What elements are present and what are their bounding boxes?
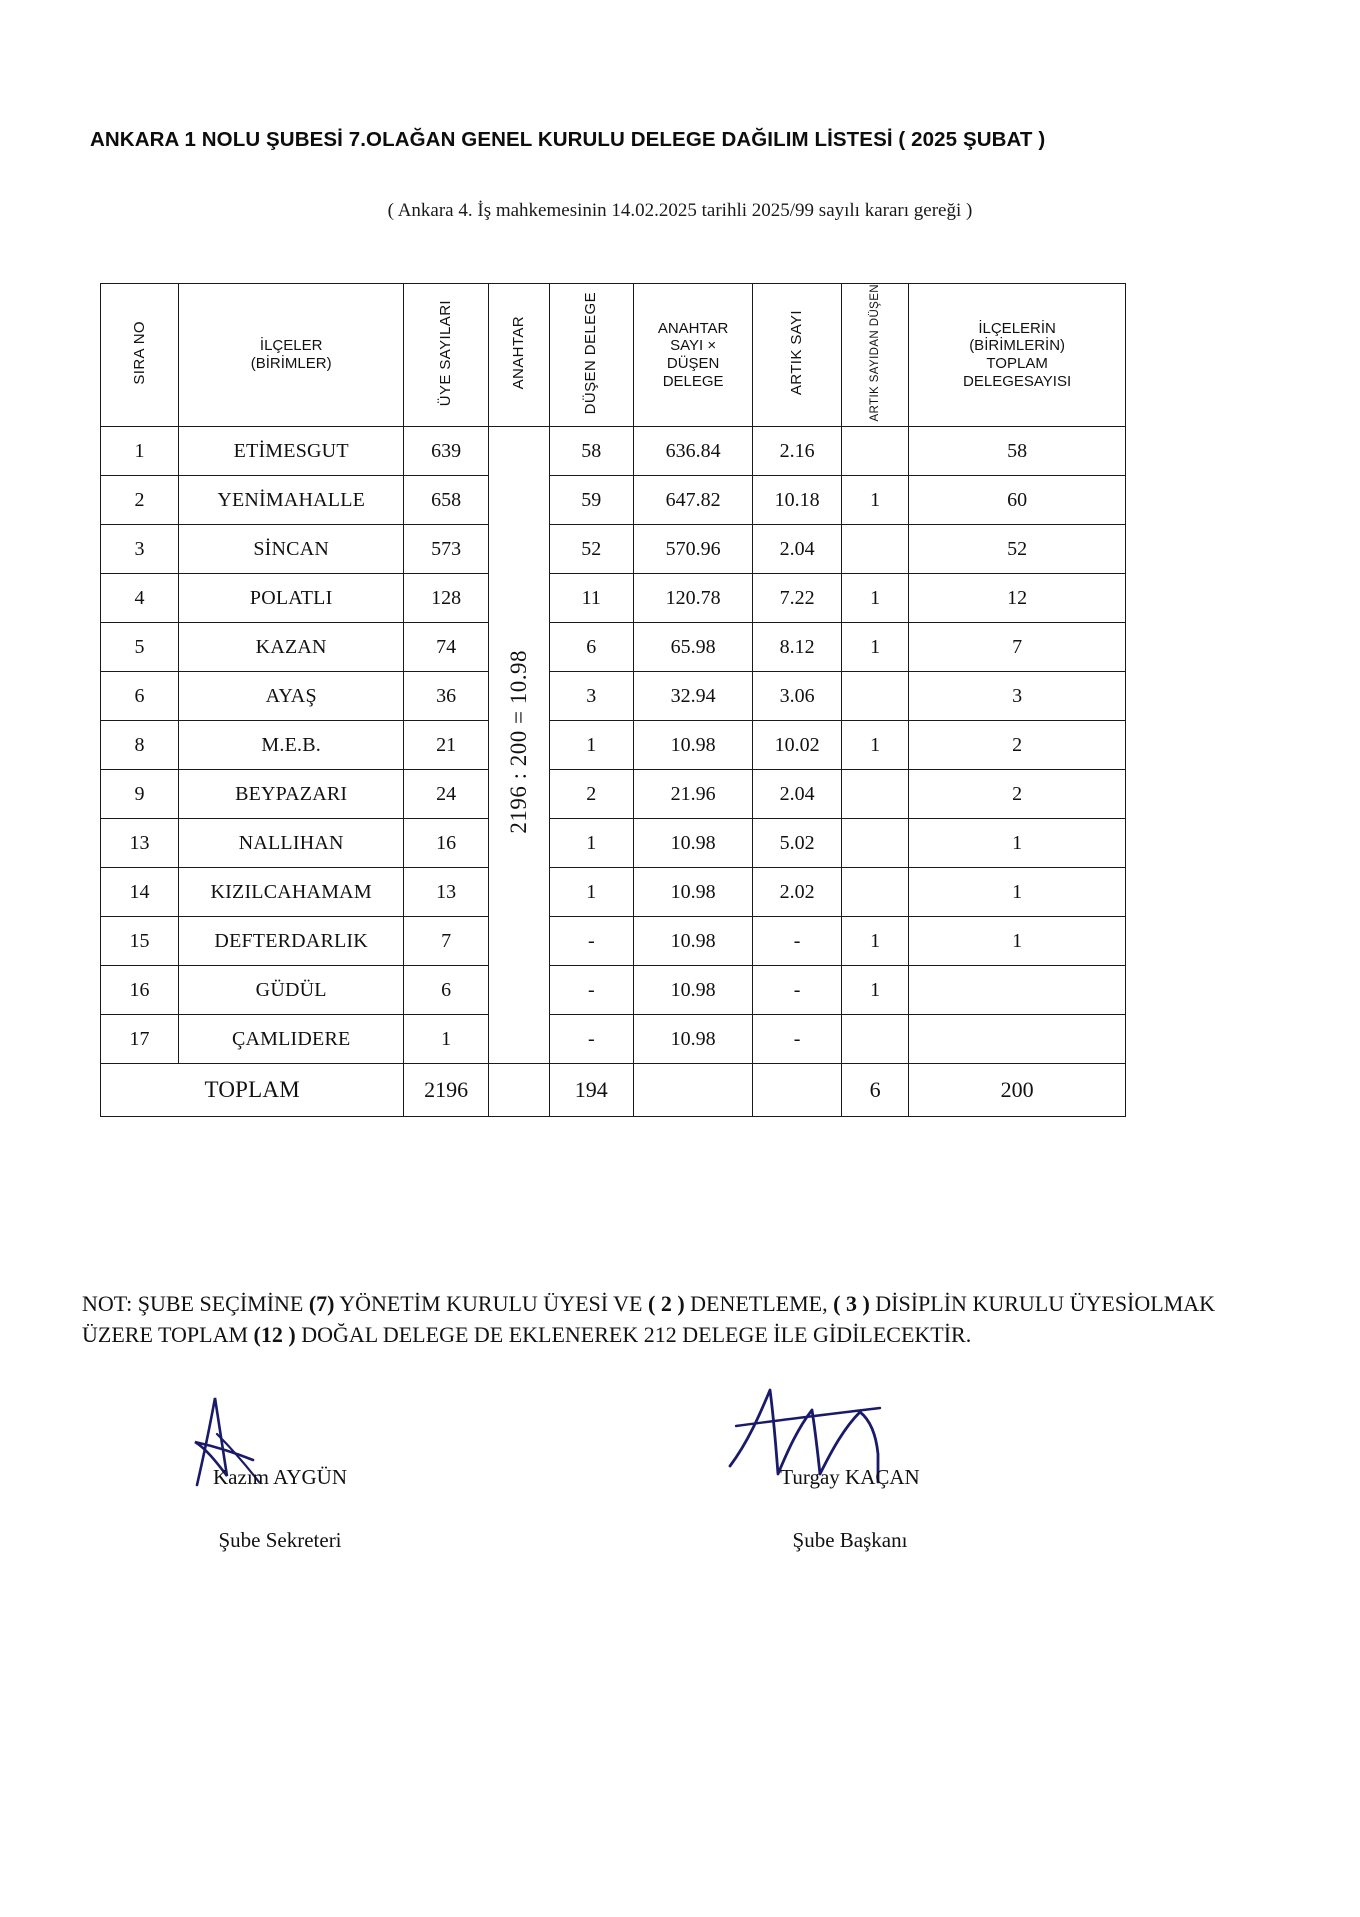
cell-uye-sayisi: 36 — [404, 672, 489, 721]
header-ilceler — [179, 284, 404, 427]
cell-dusen-delege: - — [549, 966, 634, 1015]
cell-artik-sayidan-dusen — [842, 525, 909, 574]
cell-toplam-delege: 1 — [909, 868, 1126, 917]
cell-artik-sayi: 2.02 — [753, 868, 842, 917]
note-mid3: DİSİPLİN KURULU ÜYESİOLMAK ÜZERE TOPLAM — [82, 1291, 1216, 1348]
header-toplam-line2: (BİRİMLERİN) — [969, 337, 1066, 355]
cell-toplam-delege: 7 — [909, 623, 1126, 672]
cell-artik-sayidan-dusen — [842, 819, 909, 868]
header-anahtar-label: ANAHTAR — [509, 316, 527, 390]
cell-artik-sayi: 8.12 — [753, 623, 842, 672]
cell-toplam-delege: 12 — [909, 574, 1126, 623]
cell-artik-sayidan-dusen — [842, 868, 909, 917]
cell-toplam-delege: 1 — [909, 819, 1126, 868]
table-row — [101, 917, 1126, 966]
signature-block-secretary — [150, 1465, 410, 1553]
header-anahtar — [488, 284, 549, 427]
cell-toplam-delege — [909, 966, 1126, 1015]
cell-ilce-adi: ÇAMLIDERE — [179, 1015, 404, 1064]
cell-dusen-delege: - — [549, 1015, 634, 1064]
cell-sira-no: 13 — [101, 819, 179, 868]
table-row — [101, 525, 1126, 574]
table-row — [101, 574, 1126, 623]
cell-toplam-delege: 60 — [909, 476, 1126, 525]
cell-dusen-delege: 59 — [549, 476, 634, 525]
cell-anahtar-x-dusen: 10.98 — [634, 917, 753, 966]
cell-artik-sayidan-dusen: 1 — [842, 623, 909, 672]
page-title: ANKARA 1 NOLU ŞUBESİ 7.OLAĞAN GENEL KURULU DELEGE DAĞILIM LİSTESİ ( 2025 ŞUBAT ) — [90, 128, 1046, 151]
cell-ilce-adi: KIZILCAHAMAM — [179, 868, 404, 917]
cell-uye-sayisi: 13 — [404, 868, 489, 917]
president-role: Şube Başkanı — [792, 1528, 908, 1552]
cell-anahtar-x-dusen: 570.96 — [634, 525, 753, 574]
cell-ilce-adi: AYAŞ — [179, 672, 404, 721]
table-row — [101, 819, 1126, 868]
note-dogal-count: (12 ) — [253, 1322, 296, 1348]
cell-uye-sayisi: 658 — [404, 476, 489, 525]
header-uye-sayilari — [404, 284, 489, 427]
cell-dusen-delege: 11 — [549, 574, 634, 623]
note-yk-count: (7) — [308, 1291, 335, 1316]
cell-anahtar-x-dusen: 65.98 — [634, 623, 753, 672]
table-row — [101, 1015, 1126, 1064]
secretary-name: Kazım AYGÜN — [213, 1465, 347, 1489]
president-name: Turgay KAÇAN — [780, 1465, 920, 1489]
cell-anahtar-x-dusen: 21.96 — [634, 770, 753, 819]
cell-sira-no: 1 — [101, 427, 179, 476]
cell-ilce-adi: YENİMAHALLE — [179, 476, 404, 525]
cell-sira-no: 3 — [101, 525, 179, 574]
cell-sira-no: 2 — [101, 476, 179, 525]
cell-sira-no: 5 — [101, 623, 179, 672]
header-anahtar-x-dusen — [634, 284, 753, 427]
cell-anahtar-x-dusen: 10.98 — [634, 1015, 753, 1064]
cell-ilce-adi: POLATLI — [179, 574, 404, 623]
table-row — [101, 770, 1126, 819]
cell-artik-sayi: 2.16 — [753, 427, 842, 476]
header-sira-no — [101, 284, 179, 427]
secretary-role: Şube Sekreteri — [218, 1528, 342, 1552]
cell-toplam-delege: 52 — [909, 525, 1126, 574]
header-sira-no-label: SIRA NO — [130, 320, 148, 385]
cell-sira-no: 9 — [101, 770, 179, 819]
header-artik-sayidan-dusen-label: ARTIK SAYIDAN DÜŞEN — [868, 284, 881, 422]
table-row — [101, 623, 1126, 672]
cell-sira-no: 15 — [101, 917, 179, 966]
cell-dusen-delege: 3 — [549, 672, 634, 721]
total-anahtar-blank — [488, 1064, 549, 1117]
delegate-distribution-table — [100, 283, 1126, 1117]
cell-toplam-delege: 58 — [909, 427, 1126, 476]
cell-ilce-adi: M.E.B. — [179, 721, 404, 770]
cell-uye-sayisi: 128 — [404, 574, 489, 623]
total-artik-sayidan-dusen: 6 — [842, 1064, 909, 1117]
header-toplam-line1: İLÇELERİN — [978, 319, 1056, 337]
cell-artik-sayidan-dusen: 1 — [842, 966, 909, 1015]
cell-artik-sayi: - — [753, 966, 842, 1015]
total-toplam-delege: 200 — [909, 1064, 1126, 1117]
cell-artik-sayi: 5.02 — [753, 819, 842, 868]
cell-ilce-adi: KAZAN — [179, 623, 404, 672]
header-axd-line2: SAYI × — [670, 337, 717, 355]
header-uye-sayilari-label: ÜYE SAYILARI — [437, 299, 455, 406]
total-dusen-delege: 194 — [549, 1064, 634, 1117]
cell-dusen-delege: 52 — [549, 525, 634, 574]
table-total-row — [101, 1064, 1126, 1117]
page-subtitle: ( Ankara 4. İş mahkemesinin 14.02.2025 tarihli 2025/99 sayılı kararı gereği ) — [387, 200, 973, 221]
cell-anahtar-x-dusen: 10.98 — [634, 966, 753, 1015]
cell-uye-sayisi: 24 — [404, 770, 489, 819]
header-ilceler-line2: (BİRİMLER) — [250, 355, 332, 373]
cell-uye-sayisi: 74 — [404, 623, 489, 672]
cell-artik-sayi: 10.18 — [753, 476, 842, 525]
note-suffix: DOĞAL DELEGE DE EKLENEREK 212 DELEGE İLE GİDİLECEKTİR. — [301, 1322, 972, 1348]
cell-artik-sayi: 3.06 — [753, 672, 842, 721]
header-dusen-delege-label: DÜŞEN DELEGE — [582, 291, 600, 414]
note-disiplin-count: ( 3 ) — [833, 1291, 870, 1316]
header-toplam-line4: DELEGESAYISI — [963, 372, 1072, 390]
table-header-row — [101, 284, 1126, 427]
header-artik-sayidan-dusen — [842, 284, 909, 427]
header-toplam-delege — [909, 284, 1126, 427]
total-label: TOPLAM — [101, 1064, 404, 1117]
cell-dusen-delege: - — [549, 917, 634, 966]
header-toplam-line3: TOPLAM — [986, 355, 1048, 373]
header-axd-line4: DELEGE — [662, 372, 724, 390]
cell-uye-sayisi: 6 — [404, 966, 489, 1015]
cell-artik-sayidan-dusen — [842, 427, 909, 476]
total-anahtar-x-dusen — [634, 1064, 753, 1117]
cell-sira-no: 14 — [101, 868, 179, 917]
cell-dusen-delege: 1 — [549, 819, 634, 868]
header-ilceler-line1: İLÇELER — [259, 337, 323, 355]
cell-artik-sayidan-dusen: 1 — [842, 574, 909, 623]
table-row — [101, 966, 1126, 1015]
header-dusen-delege — [549, 284, 634, 427]
cell-sira-no: 6 — [101, 672, 179, 721]
header-artik-sayi-label: ARTIK SAYI — [788, 310, 806, 396]
cell-anahtar-x-dusen: 647.82 — [634, 476, 753, 525]
cell-uye-sayisi: 1 — [404, 1015, 489, 1064]
cell-artik-sayi: 10.02 — [753, 721, 842, 770]
cell-sira-no: 17 — [101, 1015, 179, 1064]
cell-dusen-delege: 1 — [549, 721, 634, 770]
cell-toplam-delege — [909, 1015, 1126, 1064]
header-artik-sayi — [753, 284, 842, 427]
cell-artik-sayi: - — [753, 917, 842, 966]
cell-artik-sayi: - — [753, 1015, 842, 1064]
total-artik-sayi — [753, 1064, 842, 1117]
cell-ilce-adi: NALLIHAN — [179, 819, 404, 868]
cell-anahtar-x-dusen: 32.94 — [634, 672, 753, 721]
cell-anahtar-x-dusen: 10.98 — [634, 721, 753, 770]
header-axd-line3: DÜŞEN — [666, 355, 720, 373]
note-prefix: NOT: ŞUBE SEÇİMİNE — [82, 1291, 304, 1316]
cell-artik-sayi: 2.04 — [753, 525, 842, 574]
cell-anahtar-x-dusen: 10.98 — [634, 868, 753, 917]
cell-dusen-delege: 1 — [549, 868, 634, 917]
cell-sira-no: 16 — [101, 966, 179, 1015]
cell-artik-sayidan-dusen: 1 — [842, 721, 909, 770]
cell-artik-sayi: 7.22 — [753, 574, 842, 623]
cell-toplam-delege: 2 — [909, 770, 1126, 819]
cell-anahtar-x-dusen: 120.78 — [634, 574, 753, 623]
cell-dusen-delege: 58 — [549, 427, 634, 476]
cell-ilce-adi: BEYPAZARI — [179, 770, 404, 819]
cell-toplam-delege: 1 — [909, 917, 1126, 966]
cell-dusen-delege: 6 — [549, 623, 634, 672]
note-mid1: YÖNETİM KURULU ÜYESİ VE — [339, 1291, 643, 1316]
cell-artik-sayidan-dusen — [842, 770, 909, 819]
cell-anahtar-x-dusen: 636.84 — [634, 427, 753, 476]
cell-toplam-delege: 3 — [909, 672, 1126, 721]
table-row — [101, 672, 1126, 721]
cell-uye-sayisi: 639 — [404, 427, 489, 476]
cell-anahtar-x-dusen: 10.98 — [634, 819, 753, 868]
cell-uye-sayisi: 16 — [404, 819, 489, 868]
cell-artik-sayidan-dusen — [842, 672, 909, 721]
note-mid2: DENETLEME, — [690, 1291, 828, 1316]
table-row — [101, 721, 1126, 770]
signature-block-president — [700, 1465, 1000, 1553]
cell-uye-sayisi: 7 — [404, 917, 489, 966]
cell-artik-sayi: 2.04 — [753, 770, 842, 819]
cell-artik-sayidan-dusen: 1 — [842, 917, 909, 966]
cell-toplam-delege: 2 — [909, 721, 1126, 770]
cell-uye-sayisi: 573 — [404, 525, 489, 574]
total-uye-sayisi: 2196 — [404, 1064, 489, 1117]
table-row — [101, 427, 1126, 476]
anahtar-formula-text: 2196 : 200 = 10.98 — [505, 650, 531, 835]
table-row — [101, 868, 1126, 917]
cell-sira-no: 4 — [101, 574, 179, 623]
cell-dusen-delege: 2 — [549, 770, 634, 819]
note-denetleme-count: ( 2 ) — [648, 1291, 685, 1316]
header-axd-line1: ANAHTAR — [657, 319, 729, 337]
cell-uye-sayisi: 21 — [404, 721, 489, 770]
cell-ilce-adi: GÜDÜL — [179, 966, 404, 1015]
cell-ilce-adi: ETİMESGUT — [179, 427, 404, 476]
cell-artik-sayidan-dusen — [842, 1015, 909, 1064]
cell-ilce-adi: DEFTERDARLIK — [179, 917, 404, 966]
cell-artik-sayidan-dusen: 1 — [842, 476, 909, 525]
cell-sira-no: 8 — [101, 721, 179, 770]
cell-anahtar-formula — [488, 427, 549, 1064]
cell-ilce-adi: SİNCAN — [179, 525, 404, 574]
note-paragraph — [82, 1288, 1272, 1350]
table-row — [101, 476, 1126, 525]
